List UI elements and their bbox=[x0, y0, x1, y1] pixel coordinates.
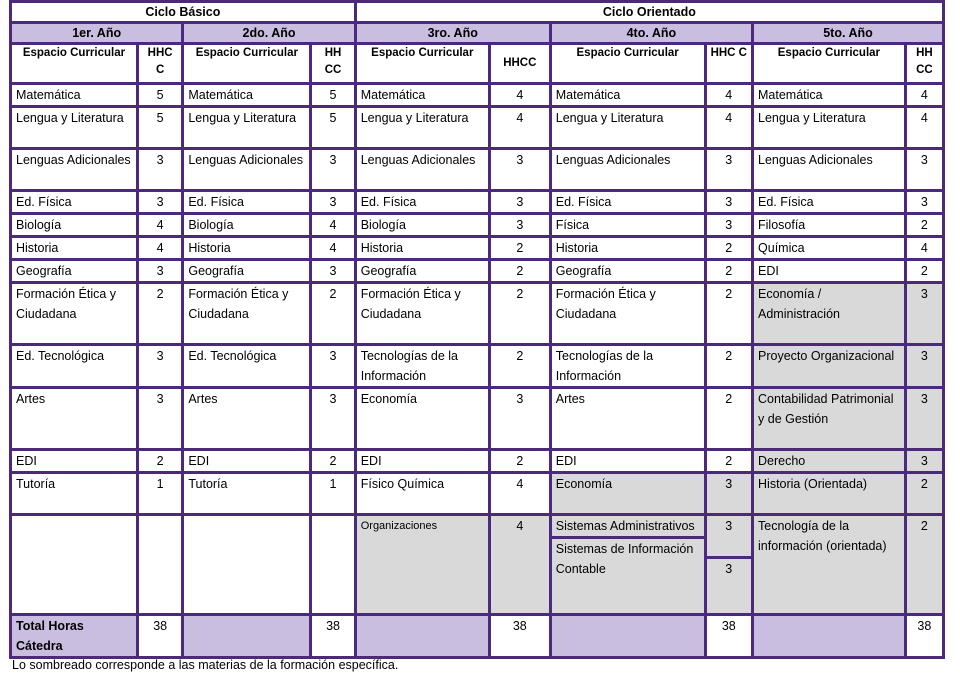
table-row bbox=[11, 515, 944, 615]
subject-y3: Biología bbox=[355, 214, 489, 237]
hours-y3: 3 bbox=[489, 149, 550, 191]
subject-y2: Biología bbox=[183, 214, 311, 237]
subject-y1: Lenguas Adicionales bbox=[11, 149, 138, 191]
subject-y2: Matemática bbox=[183, 84, 311, 107]
hours-y3: 2 bbox=[489, 260, 550, 283]
hours-y2: 4 bbox=[311, 214, 355, 237]
subject-y5: Derecho bbox=[753, 450, 906, 473]
year3-header: 3ro. Año bbox=[355, 23, 550, 44]
subject-y3: Economía bbox=[355, 388, 489, 450]
hours-y5: 4 bbox=[905, 237, 943, 260]
subject-y1: Matemática bbox=[11, 84, 138, 107]
subject-y4: Tecnologías de la Información bbox=[550, 345, 705, 388]
subject-y5: Química bbox=[753, 237, 906, 260]
subject-y5: Lenguas Adicionales bbox=[753, 149, 906, 191]
hours-y2: 3 bbox=[311, 345, 355, 388]
hours-y4: 2 bbox=[705, 283, 752, 345]
subject-y4: EDI bbox=[550, 450, 705, 473]
hours-y3: 4 bbox=[489, 107, 550, 149]
subject-y4a: Sistemas Administrativos bbox=[555, 519, 695, 533]
hours-y3: 2 bbox=[489, 345, 550, 388]
subject-y5: Economía / Administración bbox=[753, 283, 906, 345]
subject-y3: Ed. Física bbox=[355, 191, 489, 214]
subject-y3: Tecnologías de la Información bbox=[355, 345, 489, 388]
hours-y5: 2 bbox=[905, 515, 943, 615]
hours-y4: 4 bbox=[705, 84, 752, 107]
subject-y5: Proyecto Organizacional bbox=[753, 345, 906, 388]
hours-y5: 3 bbox=[905, 345, 943, 388]
hours-y3: 4 bbox=[489, 84, 550, 107]
hours-y4-stack bbox=[705, 515, 752, 615]
hours-y4a: 3 bbox=[725, 519, 733, 533]
col-espacio-y1: Espacio Curricular bbox=[11, 44, 138, 84]
table-row bbox=[11, 283, 944, 345]
footnote: Lo sombreado corresponde a las materias de la formación específica. bbox=[12, 658, 399, 672]
year2-header: 2do. Año bbox=[183, 23, 355, 44]
subject-y1: Formación Ética y Ciudadana bbox=[11, 283, 138, 345]
subject-y5: Tecnología de la información (orientada) bbox=[753, 515, 906, 615]
hours-y1: 4 bbox=[137, 237, 182, 260]
curriculum-table bbox=[9, 0, 945, 659]
hours-y1: 5 bbox=[137, 107, 182, 149]
hours-y4: 2 bbox=[705, 345, 752, 388]
subject-y4: Lengua y Literatura bbox=[550, 107, 705, 149]
hours-y4: 3 bbox=[705, 191, 752, 214]
ciclo-orientado-header: Ciclo Orientado bbox=[355, 2, 943, 23]
hours-y2: 5 bbox=[311, 84, 355, 107]
subject-y3: Formación Ética y Ciudadana bbox=[355, 283, 489, 345]
hours-y5: 4 bbox=[905, 107, 943, 149]
hours-y4: 2 bbox=[705, 237, 752, 260]
col-espacio-y4: Espacio Curricular bbox=[550, 44, 705, 84]
hours-y3: 2 bbox=[489, 283, 550, 345]
hours-y1: 1 bbox=[137, 473, 182, 515]
total-y3: 38 bbox=[489, 615, 550, 658]
subject-y2: Ed. Física bbox=[183, 191, 311, 214]
hours-y1-empty bbox=[137, 515, 182, 615]
totals-blank-y3 bbox=[355, 615, 489, 658]
col-espacio-y2: Espacio Curricular bbox=[183, 44, 311, 84]
hours-y2: 3 bbox=[311, 260, 355, 283]
hours-y5: 3 bbox=[905, 283, 943, 345]
subject-y1: EDI bbox=[11, 450, 138, 473]
col-espacio-y5: Espacio Curricular bbox=[753, 44, 906, 84]
table-row bbox=[11, 191, 944, 214]
subject-y1-empty bbox=[11, 515, 138, 615]
hours-y2: 5 bbox=[311, 107, 355, 149]
hours-y4: 2 bbox=[705, 388, 752, 450]
subject-y2: Tutoría bbox=[183, 473, 311, 515]
subject-y2: Artes bbox=[183, 388, 311, 450]
table-row bbox=[11, 149, 944, 191]
hours-y3: 4 bbox=[489, 473, 550, 515]
table-row bbox=[11, 345, 944, 388]
subject-y5: Matemática bbox=[753, 84, 906, 107]
total-y5: 38 bbox=[905, 615, 943, 658]
hours-y3: 3 bbox=[489, 191, 550, 214]
subject-y5: Historia (Orientada) bbox=[753, 473, 906, 515]
subject-y2: Geografía bbox=[183, 260, 311, 283]
col-hhcc-y1: HHC C bbox=[137, 44, 182, 84]
hours-y3: 4 bbox=[489, 515, 550, 615]
hours-y3: 2 bbox=[489, 450, 550, 473]
subject-y4: Matemática bbox=[550, 84, 705, 107]
year5-header: 5to. Año bbox=[753, 23, 944, 44]
subject-y3: EDI bbox=[355, 450, 489, 473]
subject-y4: Historia bbox=[550, 237, 705, 260]
total-y1: 38 bbox=[137, 615, 182, 658]
hours-y2: 3 bbox=[311, 149, 355, 191]
hours-y4: 3 bbox=[705, 149, 752, 191]
subject-y3: Lenguas Adicionales bbox=[355, 149, 489, 191]
hours-y1: 5 bbox=[137, 84, 182, 107]
subject-y5: Contabilidad Patrimonial y de Gestión bbox=[753, 388, 906, 450]
subject-y5: Lengua y Literatura bbox=[753, 107, 906, 149]
hours-y1: 3 bbox=[137, 345, 182, 388]
table-row bbox=[11, 260, 944, 283]
hours-y5: 2 bbox=[905, 473, 943, 515]
hours-y4: 3 bbox=[705, 473, 752, 515]
totals-blank-y4 bbox=[550, 615, 705, 658]
subject-y3: Lengua y Literatura bbox=[355, 107, 489, 149]
col-hhcc-y2: HH CC bbox=[311, 44, 355, 84]
hours-y1: 2 bbox=[137, 283, 182, 345]
subject-y5: Filosofía bbox=[753, 214, 906, 237]
hours-y3: 3 bbox=[489, 214, 550, 237]
subject-y2: Lengua y Literatura bbox=[183, 107, 311, 149]
subject-y3: Matemática bbox=[355, 84, 489, 107]
hours-y5: 3 bbox=[905, 450, 943, 473]
subject-y1: Historia bbox=[11, 237, 138, 260]
subject-y3: Geografía bbox=[355, 260, 489, 283]
hours-y4: 2 bbox=[705, 450, 752, 473]
table-row bbox=[11, 214, 944, 237]
subject-y3: Organizaciones bbox=[355, 515, 489, 615]
subject-y3: Físico Química bbox=[355, 473, 489, 515]
subject-y4: Artes bbox=[550, 388, 705, 450]
col-hhcc-y5: HH CC bbox=[905, 44, 943, 84]
subject-y4: Economía bbox=[550, 473, 705, 515]
hours-y1: 2 bbox=[137, 450, 182, 473]
subject-y4: Lenguas Adicionales bbox=[550, 149, 705, 191]
hours-y4: 2 bbox=[705, 260, 752, 283]
subject-y1: Ed. Tecnológica bbox=[11, 345, 138, 388]
subject-y1: Artes bbox=[11, 388, 138, 450]
hours-y5: 3 bbox=[905, 388, 943, 450]
subject-y2: Formación Ética y Ciudadana bbox=[183, 283, 311, 345]
subject-y1: Tutoría bbox=[11, 473, 138, 515]
subject-y5: EDI bbox=[753, 260, 906, 283]
hours-y1: 3 bbox=[137, 260, 182, 283]
hours-y5: 2 bbox=[905, 260, 943, 283]
totals-blank-y2 bbox=[183, 615, 311, 658]
col-hhcc-y4: HHC C bbox=[705, 44, 752, 84]
subject-y1: Biología bbox=[11, 214, 138, 237]
hours-y3: 2 bbox=[489, 237, 550, 260]
year1-header: 1er. Año bbox=[11, 23, 183, 44]
hours-y2: 2 bbox=[311, 283, 355, 345]
totals-blank-y5 bbox=[753, 615, 906, 658]
hours-y5: 4 bbox=[905, 84, 943, 107]
subject-y1: Geografía bbox=[11, 260, 138, 283]
subject-y4: Ed. Física bbox=[550, 191, 705, 214]
hours-y2: 2 bbox=[311, 450, 355, 473]
hours-y1: 4 bbox=[137, 214, 182, 237]
subject-y2: Historia bbox=[183, 237, 311, 260]
subject-y5: Ed. Física bbox=[753, 191, 906, 214]
subject-y4: Física bbox=[550, 214, 705, 237]
totals-label: Total Horas Cátedra bbox=[11, 615, 138, 658]
subject-y4-stack bbox=[550, 515, 705, 615]
subject-y4: Geografía bbox=[550, 260, 705, 283]
subject-y1: Ed. Física bbox=[11, 191, 138, 214]
hours-y5: 2 bbox=[905, 214, 943, 237]
subject-y3: Historia bbox=[355, 237, 489, 260]
table-row bbox=[11, 473, 944, 515]
table-row bbox=[11, 107, 944, 149]
hours-y2: 4 bbox=[311, 237, 355, 260]
table-row bbox=[11, 84, 944, 107]
hours-y5: 3 bbox=[905, 191, 943, 214]
subject-y1: Lengua y Literatura bbox=[11, 107, 138, 149]
subject-y4: Formación Ética y Ciudadana bbox=[550, 283, 705, 345]
table-row bbox=[11, 450, 944, 473]
hours-y4b: 3 bbox=[707, 556, 751, 579]
subject-y4b: Sistemas de Información Contable bbox=[552, 536, 704, 579]
col-hhcc-y3: HHCC bbox=[489, 44, 550, 84]
hours-y2: 3 bbox=[311, 191, 355, 214]
hours-y2: 1 bbox=[311, 473, 355, 515]
table-row bbox=[11, 388, 944, 450]
hours-y2: 3 bbox=[311, 388, 355, 450]
hours-y1: 3 bbox=[137, 191, 182, 214]
subject-y2-empty bbox=[183, 515, 311, 615]
hours-y4: 3 bbox=[705, 214, 752, 237]
totals-row bbox=[11, 615, 944, 658]
total-y2: 38 bbox=[311, 615, 355, 658]
subject-y2: Ed. Tecnológica bbox=[183, 345, 311, 388]
table-row bbox=[11, 237, 944, 260]
ciclo-basico-header: Ciclo Básico bbox=[11, 2, 356, 23]
subject-y2: EDI bbox=[183, 450, 311, 473]
hours-y3: 3 bbox=[489, 388, 550, 450]
year4-header: 4to. Año bbox=[550, 23, 752, 44]
hours-y1: 3 bbox=[137, 149, 182, 191]
hours-y4: 4 bbox=[705, 107, 752, 149]
total-y4: 38 bbox=[705, 615, 752, 658]
hours-y5: 3 bbox=[905, 149, 943, 191]
subject-y2: Lenguas Adicionales bbox=[183, 149, 311, 191]
hours-y1: 3 bbox=[137, 388, 182, 450]
col-espacio-y3: Espacio Curricular bbox=[355, 44, 489, 84]
hours-y2-empty bbox=[311, 515, 355, 615]
